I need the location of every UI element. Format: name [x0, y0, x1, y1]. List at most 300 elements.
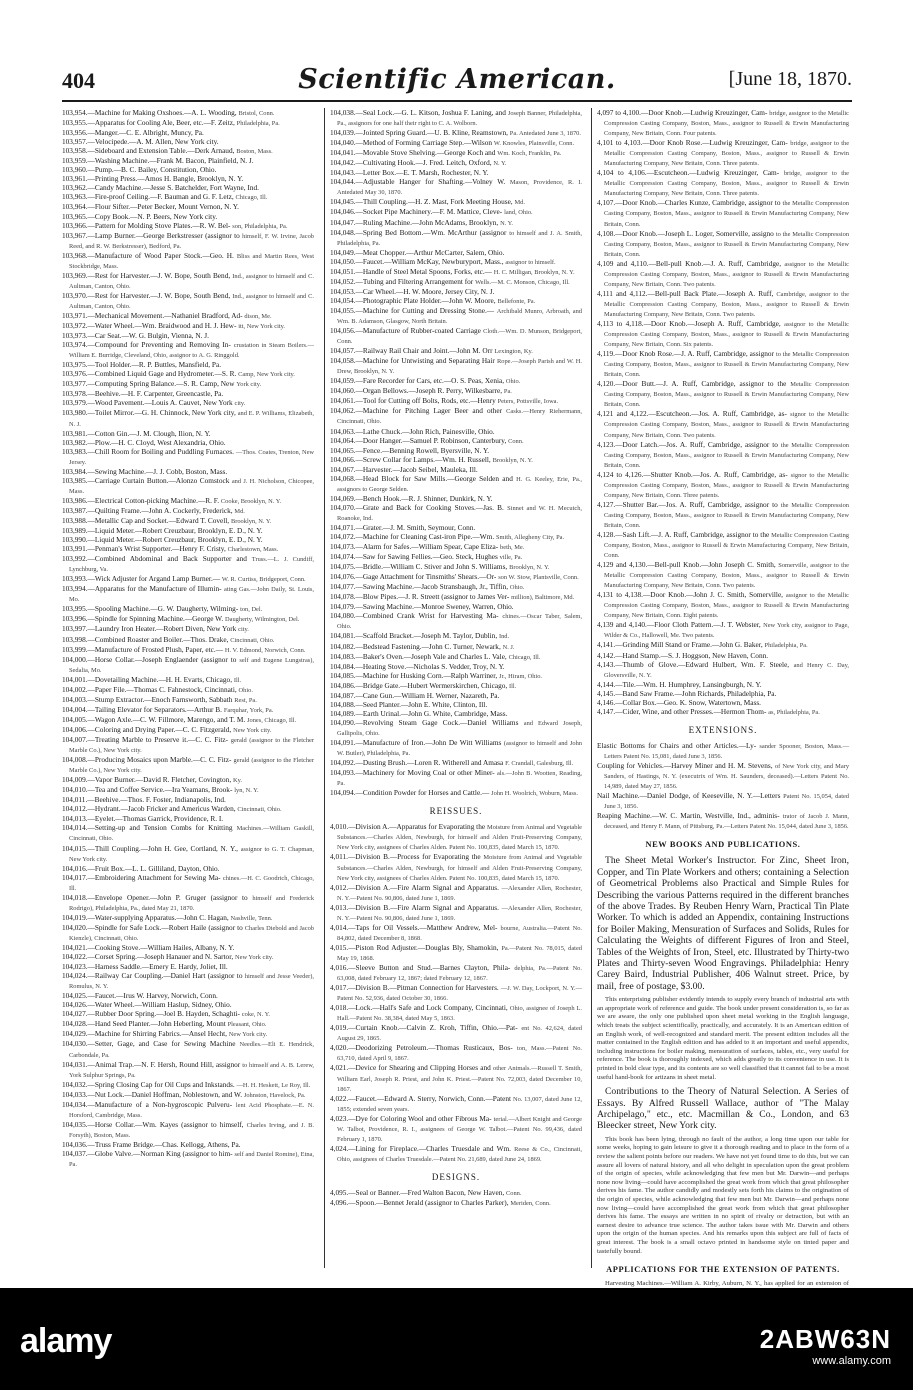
- patent-entry: [330, 326, 582, 346]
- patent-number: 4,143.: [597, 659, 616, 669]
- patent-entry: [62, 174, 314, 183]
- patent-details: crustation in Steam Boilers.—William E. Burridge, Cleveland, Ohio, assignor to A. G. Ringgold.: [69, 342, 315, 360]
- patent-number: 4,104 to 4,106.: [597, 168, 647, 178]
- patent-details: Bristol, Conn.: [238, 110, 275, 117]
- patent-number: 104,078.: [330, 592, 356, 602]
- patent-number: 104,004.: [62, 704, 88, 714]
- patent-title: —Bell-pull Knob.—J. A. Ruff, Cambridge,: [648, 258, 782, 268]
- patent-entry: [62, 971, 314, 991]
- patent-entry: [330, 306, 582, 326]
- patent-entry: [330, 406, 582, 426]
- patent-entry: [330, 158, 582, 168]
- patent-number: 104,019.: [62, 912, 88, 922]
- patent-number: 104,025.: [62, 991, 88, 1001]
- patent-entry: [597, 440, 849, 470]
- patent-entry: [62, 695, 314, 705]
- patent-entry: [62, 379, 314, 389]
- patent-title: —Division B.—Fire Alarm Signal and Apparatus.: [348, 902, 499, 912]
- patent-number: 4,020.: [330, 1043, 349, 1053]
- patent-title: —Spring Closing Cap for Oil Cups and Inkstands.: [87, 1079, 235, 1089]
- patent-details: Metallic Compression Casting Company, Boston, Mass., assignor to Russell & Erwin Manufacturing Company, New Britain, Conn.: [604, 531, 850, 560]
- patent-details: Lexington, Ky.: [494, 348, 533, 356]
- patent-title: —Railway Rail Chair and Joint.—John M. Orr: [355, 346, 493, 356]
- patent-details: Jr., Hiram, Ohio.: [499, 672, 542, 680]
- patent-entry: [330, 1063, 582, 1093]
- patent-details: Daugherty, Wilmington, Del.: [225, 616, 300, 624]
- patent-details: Sinnet and W. H. Mecutch, Roanoke, Ind.: [337, 504, 582, 522]
- patent-entry: [62, 165, 314, 174]
- patent-details: assignor to himself.: [505, 258, 556, 266]
- patent-title: —Door Knob.—John J. C. Smith, Somerville,: [643, 590, 784, 600]
- patent-number: 104,010.: [62, 785, 88, 795]
- patent-number: 104,043.: [330, 168, 356, 178]
- patent-entry: [62, 604, 314, 614]
- book-review-sheet-metal: This enterprising publisher evidently intends to supply every branch of industrial arts with an appropriate work of reference and guide. The book under present consideration is, so far as we are aware, the only one published upon sheet metal working in the English language, which treats the subject scientifically, practically, and accurately. It is an American edition of an English work, of well-recognized and standard merit. The present edition includes all the matter contained in the English edition and has added to it an important and useful appendix, including instructions for boiler making, mensuration of surfaces, tables, etc., very useful for reference. The book is thoroughly indexed, which adds greatly to its convenience in use. It is printed in bold clear type, and its contents are so well classified that it cannot fail to be a most useful hand-book for artizans in sheet metal.: [597, 996, 849, 1081]
- patent-number: 104,089.: [330, 708, 356, 718]
- alamy-wordmark: alamy: [20, 1322, 112, 1360]
- patent-number: 4,131 to 4,138.: [597, 590, 643, 600]
- patent-title: —Shutter Bar.—Jos. A. Ruff, Cambridge, assignor to: [615, 499, 778, 509]
- patent-title: —Piston Rod Adjuster.—Douglas Bly, Shamokin,: [348, 942, 499, 952]
- patent-entry: [330, 572, 582, 582]
- patent-number: 103,975.: [62, 360, 88, 370]
- patent-number: 104,023.: [62, 962, 88, 972]
- patent-title: —Wagon Axle.—C. W. Fillmore, Marengo, and T. M.: [87, 714, 246, 724]
- patent-number: 4,120.: [597, 379, 616, 389]
- patent-number: 104,018.: [62, 892, 88, 902]
- patent-title: —Sideboard and Extension Table.—Derk Arnaud,: [87, 146, 235, 156]
- patent-number: 103,991.: [62, 544, 88, 554]
- patent-entry: [62, 584, 314, 604]
- patent-entry: [330, 631, 582, 641]
- patent-entry: [62, 814, 314, 823]
- patent-number: 4,145.: [597, 688, 616, 698]
- patent-details: gerald (assignor to the Fletcher Marble Co.), New York city.: [69, 757, 315, 775]
- patent-number: 104,000.: [62, 654, 88, 664]
- patent-title: —Coloring and Drying Paper.—C. C. Fitzgerald,: [87, 724, 232, 734]
- patent-details: signor to the Metallic Compression Casting Company, Boston, Mass., assignor to Russell & Erwin Manufacturing Company, New Britain, Conn. Three patents.: [604, 471, 850, 499]
- patent-number: 103,997.: [62, 624, 88, 634]
- patent-title: —Sawing Machine.—Jacob Stransbaugh, Jr., Tiffin,: [355, 582, 509, 592]
- patent-entry: [597, 640, 849, 650]
- patent-details: W. Knowles, Plainsville, Conn.: [493, 140, 575, 148]
- patent-entry: [330, 1003, 582, 1023]
- patent-entry: [330, 1114, 582, 1144]
- patent-entry: [330, 1023, 582, 1043]
- patent-entry: [62, 614, 314, 624]
- patent-details: land, Ohio.: [504, 209, 533, 217]
- patent-entry: [597, 500, 849, 530]
- patent-number: 104,027.: [62, 1009, 88, 1019]
- patent-details: of New York city, and Mary Sanders, of Hastings, N. Y. (executrix of Wm. H. Saunders, deceased).—Letters Patent No. 14,989, dated May 27, 1856.: [604, 763, 850, 791]
- patent-title: —Curtain Knob.—Calvin Z. Kroh, Tiffin, Ohio.—Pat-: [348, 1023, 518, 1033]
- patent-entry: [62, 544, 314, 554]
- patent-details: Bellefonte, Pa.: [497, 297, 536, 305]
- patent-number: 104,032.: [62, 1079, 88, 1089]
- patent-title: —Copy Book.—N. P. Beers, New York city.: [87, 211, 218, 221]
- patent-details: Philadelphia, Pa.: [236, 120, 280, 128]
- patent-entry: [597, 289, 849, 319]
- patent-title: —Spring Bed Bottom.—Wm. McArthur (assignor: [355, 227, 507, 237]
- patent-entry: [62, 340, 314, 360]
- extension-application: Harvesting Machines.—William A. Kirby, Auburn, N. Y., has applied for an extension of: [605, 1280, 849, 1288]
- patent-title: —Device for Shearing and Clipping Horses and: [348, 1063, 491, 1073]
- patent-number: 4,024.: [330, 1143, 349, 1153]
- patent-entry: [62, 795, 314, 804]
- patent-title: —Envelope Opener.—John P. Gruger (assignor to: [87, 892, 248, 902]
- patent-details: bridge, assignor to the Metallic Compression Casting Company, Boston, Mass., assignor to Russell & Erwin Manufacturing Company, New Britain, Conn. Four patents.: [604, 110, 850, 138]
- patent-number: 4,096.: [330, 1198, 349, 1208]
- patent-number: 104,062.: [330, 406, 356, 416]
- patent-number: 104,056.: [330, 326, 356, 336]
- patent-title: —Apparatus for the Manufacture of Illumin-: [87, 584, 222, 594]
- patent-number: 4,107.: [597, 198, 616, 208]
- patent-entry: [62, 1060, 314, 1080]
- patent-title: —Adjustable Hanger for Shafting.—Volney W.: [355, 177, 506, 187]
- reissues-heading: REISSUES.: [429, 806, 483, 817]
- patent-entry: [62, 1120, 314, 1140]
- patent-number: 103,972.: [62, 321, 88, 331]
- patent-title: —Nut Lock.—Daniel Hoffman, Noblestown, and W.: [87, 1089, 243, 1099]
- patent-number: 104,067.: [330, 464, 356, 474]
- patent-title: —Condition Powder for Horses and Cattle.—: [355, 788, 490, 798]
- patent-number: 103,969.: [62, 270, 88, 280]
- patent-entry: [62, 624, 314, 634]
- patent-title: —Stump Extractor.—Enoch Farnsworth, Sabbath: [87, 694, 233, 704]
- patent-details: Johnston, Havelock, Pa.: [243, 1091, 306, 1099]
- patent-title: —Globe Valve.—Norman King (assignor to him-: [87, 1148, 233, 1158]
- patent-entry: [330, 168, 582, 177]
- patent-number: 4,016.: [330, 962, 349, 972]
- patent-details: Cloth.—Wm. D. Munson, Bridgeport, Conn.: [337, 328, 582, 346]
- patent-title: —Seal or Banner.—Fred Walton Bacon, New Haven,: [348, 1187, 505, 1197]
- patent-title: —Manufacture of Wood Paper Stock.—Geo. H.: [87, 250, 234, 260]
- patent-entry: [597, 761, 849, 791]
- patent-title: —Faucet.—Edward A. Sterry, Norwich, Conn.—Patent: [348, 1093, 512, 1103]
- patent-entry: [330, 446, 582, 455]
- patent-entry: [62, 321, 314, 331]
- patent-number: 4,101 to 4,103.: [597, 138, 643, 148]
- patent-number: 104,008.: [62, 755, 88, 765]
- patent-number: 103,968.: [62, 250, 88, 260]
- patent-entry: [62, 952, 314, 962]
- patent-details: assignor to the Metallic Compression Casting Company, Boston, Mass., assignor to Russell & Erwin Manufacturing Company, New Britain, Conn. Two patents.: [604, 260, 850, 288]
- patent-number: 104,083.: [330, 651, 356, 661]
- patent-entry: [330, 903, 582, 923]
- patent-number: 104,051.: [330, 266, 356, 276]
- column-divider: [324, 108, 325, 1268]
- patent-entry: [62, 823, 314, 843]
- patent-details: als.—John B. Wootten, Reading, Pa.: [337, 770, 583, 788]
- patent-number: 4,121 and 4,122.: [597, 409, 649, 419]
- patent-details: York city.: [236, 381, 262, 389]
- patent-entry: [62, 725, 314, 735]
- patent-title: —Division A.—Apparatus for Evaporating the: [348, 822, 486, 832]
- patent-details: and Edward Joseph, Gallipolis, Ohio.: [337, 719, 582, 737]
- patent-title: —Embroidering Attachment for Sewing Ma-: [87, 872, 221, 882]
- patent-details: Conn.: [506, 1189, 522, 1197]
- patent-title: —Shutter Knob.—Jos. A. Ruff, Cambridge, as-: [643, 469, 788, 479]
- patent-details: son W. Stow, Plantsville, Conn.: [498, 574, 579, 582]
- patent-details: to the Metallic Compression Casting Company, Boston, Mass., assignor to Russell & Erwin Manufacturing Company, New Britain, Conn.: [604, 230, 850, 258]
- patent-number: 104,020.: [62, 922, 88, 932]
- patent-entry: [62, 311, 314, 321]
- patent-details: son, Philadelphia, Pa.: [232, 222, 288, 230]
- patent-title: —Grate and Back for Cooking Stoves.—Jas. B.: [355, 502, 504, 512]
- patent-details: Peters, Pottsville, Iowa.: [497, 398, 559, 406]
- patent-number: 4,146.: [597, 697, 616, 707]
- patent-entry: [330, 523, 582, 532]
- patent-number: 103,957.: [62, 137, 88, 147]
- patent-title: —Division B.—Pitman Connection for Harvesters.: [348, 983, 499, 993]
- patent-number: 104,041.: [330, 148, 356, 158]
- patent-details: New York city.: [233, 726, 272, 734]
- patent-entry: [62, 438, 314, 447]
- patent-entry: [330, 582, 582, 592]
- patent-number: 104,087.: [330, 690, 356, 700]
- site-url: www.alamy.com: [812, 1355, 891, 1367]
- patent-entry: [62, 447, 314, 467]
- patent-details: Truss.—L. J. Cundiff, Lynchburg, Va.: [69, 556, 315, 574]
- patent-details: himself, F. W. Irvine, Jacob Reed, and R. W. Berkstresser), Bedford, Pa.: [69, 232, 314, 250]
- patent-entry: [62, 735, 314, 755]
- patent-entry: [330, 822, 582, 852]
- stock-watermark-banner: [0, 1288, 913, 1390]
- patent-entry: [330, 662, 582, 671]
- patent-entry: [62, 408, 314, 428]
- patent-entry: [330, 642, 582, 652]
- patent-entry: [62, 476, 314, 496]
- patent-details: Brooklyn, N. Y.: [230, 517, 272, 525]
- patent-title: —Band Saw Frame.—John Richards, Philadelphia, Pa.: [615, 688, 777, 698]
- patent-entry: [330, 852, 582, 882]
- patent-entry: [330, 709, 582, 718]
- patent-title: —Treating Marble to Preserve it.—C. C. Fitz-: [87, 735, 229, 744]
- patent-number: 4,013.: [330, 902, 349, 912]
- patent-entry: [62, 496, 314, 506]
- patent-entry: [330, 592, 582, 602]
- patent-entry: [597, 698, 849, 707]
- patent-title: —Collar Box.—Geo. K. Snow, Watertown, Mass.: [615, 697, 761, 707]
- patent-details: ton, Del.: [240, 606, 263, 614]
- patent-title: —Dovetailing Machine.—H. H. Evarts, Chicago,: [87, 674, 233, 684]
- patent-entry: [330, 474, 582, 494]
- patent-title: —Dusting Brush.—Loren R. Witherell and Amasa: [355, 758, 504, 768]
- patent-number: 4,018.: [330, 1003, 349, 1013]
- patent-entry: [62, 923, 314, 943]
- patent-details: Boston, Mass.: [236, 148, 273, 156]
- patent-title: —Spindle for Spinning Machine.—George W.: [87, 614, 224, 624]
- patent-number: 103,982.: [62, 437, 88, 447]
- patent-details: Pa.—Patent No. 78,015, dated May 19, 1868.: [337, 944, 582, 962]
- patent-details: Chicago, Ill.: [508, 653, 541, 661]
- patent-title: —Saw for Sawing Fellies.—Geo. Steck, Hughes: [355, 552, 498, 562]
- patent-title: —Flour Sifter.—Peter Becker, Mount Vernon, N. Y.: [87, 202, 239, 212]
- patent-details: Philadelphia, Pa.: [764, 642, 808, 650]
- patent-list-column-3: [597, 108, 849, 1344]
- patent-entry: [597, 811, 849, 831]
- patent-title: —Tool Holder.—R. P. Buttles, Mansfield, Pa.: [87, 360, 222, 370]
- patent-number: 104,073.: [330, 542, 356, 552]
- patent-number: 4,012.: [330, 882, 349, 892]
- patent-entry: [330, 1198, 582, 1208]
- patent-details: assignor to the Metallic Compression Casting Company, Boston, Mass., assignor to Russell & Erwin Manufacturing Company, New Britain, Conn. Six patents.: [604, 320, 849, 349]
- patent-title: —Hand Stamp.—S. J. Hoggson, New Haven, Conn.: [615, 650, 769, 660]
- patent-title: —Combined Roaster and Boiler.—Thos. Drake,: [87, 634, 229, 644]
- patent-details: bridge, assignor to the Metallic Compression Casting Company, Boston, Mass., assignor to Russell & Erwin Manufacturing Company, New Britain, Conn. Three patents.: [604, 170, 850, 198]
- patent-entry: [330, 148, 582, 158]
- patent-details: Smith, Allegheny City, Pa.: [496, 534, 565, 542]
- patent-title: —Letter Box.—E. T. Marsh, Rochester, N. Y.: [355, 168, 489, 178]
- patent-entry: [330, 758, 582, 768]
- patent-entry: [330, 652, 582, 662]
- patent-details: Mason, Providence, R. I. Antedated May 30, 1870.: [337, 179, 582, 197]
- patent-number: 104,042.: [330, 158, 356, 168]
- patent-title: —Machine for Cleaning Cast-iron Pipe.—Wm.: [355, 532, 495, 542]
- patent-title: —Thumb of Glove.—Edward Hulbert, Wm. F. Steele,: [615, 659, 790, 669]
- patent-number: 104,080.: [330, 611, 356, 621]
- patent-title: —Manufacture of a Non-hygroscopic Pulveru-: [87, 1099, 233, 1109]
- patent-number: 103,998.: [62, 634, 88, 644]
- patent-number: 104,054.: [330, 295, 356, 305]
- patent-entry: [330, 1043, 582, 1063]
- book-listing-natural-selection: Contributions to the Theory of Natural Selection. A Series of Essays. By Alfred Russell Wallace, author of "The Malay Archipelago," etc., etc. Macmillan & Co., London, and 63 Bleecker street, New York city.: [597, 1086, 849, 1132]
- patent-details: Pleasant, Ohio.: [227, 1021, 267, 1029]
- patent-title: —Combined Liquid Gage and Hydrometer.—S. R.: [87, 369, 237, 379]
- patent-number: 104,009.: [62, 775, 88, 785]
- patent-number: 104,034.: [62, 1099, 88, 1109]
- patent-title: —Pattern for Molding Stove Plates.—R. W. Bel-: [87, 220, 231, 230]
- patent-number: 103,960.: [62, 165, 88, 175]
- patent-title: —Cooking Stove.—William Hailes, Albany, N. Y.: [87, 942, 235, 952]
- patent-number: 104,064.: [330, 435, 356, 445]
- patent-title: —Machine for Cutting and Dressing Stone.—: [355, 305, 495, 315]
- patent-title: —Horse Collar.—Joseph Englaender (assignor to: [87, 654, 237, 664]
- patent-entry: [330, 542, 582, 552]
- patent-entry: [62, 221, 314, 231]
- patent-details: to himself and A. B. Lerew, York Sulphur Springs, Pa.: [69, 1061, 314, 1079]
- patent-entry: [330, 494, 582, 503]
- patent-number: 103,974.: [62, 340, 88, 350]
- patent-details: terial.—Albert Knight and George W. Talbot, Providence, R. I., assignees of George W. Talbot.—Patent No. 99,436, dated February 1, 1870.: [337, 1115, 583, 1143]
- patent-details: himself and Jesse Veeder), Romulus, N. Y.: [69, 973, 315, 991]
- patent-title: —Water Wheel.—William Haslup, Sidney, Ohio.: [87, 1000, 232, 1010]
- patent-title: —Hydrant.—Jacob Fricker and Americus Warden,: [87, 804, 236, 814]
- patent-details: New York city, assignor to Page, Wilder & Co., Hallowell, Me. Two patents.: [604, 622, 849, 640]
- patent-title: —Blow Pipes.—J. R. Streett (assignor to James Ver-: [355, 592, 510, 602]
- patent-title: —Carriage Curtain Button.—Alonzo Comstock: [87, 475, 230, 485]
- patent-title: —Setter, Gage, and Case for Sewing Machine: [87, 1039, 236, 1049]
- patent-title: —Screw Collar for Lamps.—Wm. H. Russell,: [355, 454, 491, 464]
- patent-number: 104,048.: [330, 227, 356, 237]
- patent-entry: [330, 257, 582, 267]
- patent-details: Metallic Compression Casting Company, Boston, Mass., assignor to Russell & Erwin Manufacturing Company, New Britain, Conn.: [604, 381, 849, 409]
- patent-entry: [62, 1080, 314, 1090]
- patent-title: —Manger.—C. E. Albright, Muncy, Pa.: [87, 128, 204, 138]
- patent-title: —Scaffold Bracket.—Joseph M. Taylor, Dublin,: [355, 631, 498, 641]
- patent-entry: [330, 883, 582, 903]
- patent-entry: [62, 389, 314, 398]
- patent-number: 103,970.: [62, 290, 88, 300]
- patent-number: 104,021.: [62, 942, 88, 952]
- patent-number: 4,014.: [330, 922, 349, 932]
- patent-number: 103,964.: [62, 202, 88, 212]
- patent-entry: [62, 202, 314, 211]
- patent-entry: [597, 689, 849, 698]
- patent-details: Ill.: [233, 676, 242, 684]
- patent-details: Somerville, assignor to the Metallic Compression Casting Company, Boston, Mass., assignor to Russell & Erwin Manufacturing Company, New Britain, Conn. Two patents.: [604, 562, 849, 590]
- patent-title: —Dye for Coloring Wool and other Fibrous Ma-: [348, 1113, 492, 1123]
- patent-list-column-1: [62, 108, 314, 1169]
- patent-details: chines.—Oscar Taber, Salem, Ohio.: [337, 613, 582, 631]
- patent-details: delphia, Pa.—Patent No. 63,008, dated February 12, 1867; dated February 12, 1867.: [337, 964, 582, 983]
- patent-title: —Sash Lift.—J. A. Ruff, Cambridge, assignor to the: [615, 529, 770, 539]
- patent-number: 4,147.: [597, 706, 616, 716]
- patent-entry: [62, 212, 314, 221]
- patent-title: —Apparatus for Cooling Ale, Beer, etc.—F. Zeitz,: [87, 118, 235, 128]
- patent-entry: [330, 128, 582, 138]
- patent-number: 104,031.: [62, 1059, 88, 1069]
- patent-number: 103,999.: [62, 644, 88, 654]
- patent-details: to himself and J. A. Smith, Philadelphia, Pa.: [337, 229, 583, 247]
- patent-number: 103,990.: [62, 535, 88, 545]
- patent-number: 104,060.: [330, 386, 356, 396]
- patent-number: 104,045.: [330, 197, 356, 207]
- patent-title: —Cultivating Hook.—J. Fred. Leitch, Oxford,: [355, 158, 492, 168]
- patent-entry: [330, 718, 582, 738]
- patent-title: —Door Knob.—Joseph A. Ruff, Cambridge,: [643, 318, 781, 328]
- patent-details: —Alexander Allen, Rochester, N. Y.—Patent No. 90,806, dated June 1, 1869.: [337, 904, 582, 922]
- patent-entry: [62, 251, 314, 271]
- patent-number: 4,017.: [330, 983, 349, 993]
- patent-title: —Lining for Fireplace.—Charles Truesdale and Wm.: [348, 1143, 511, 1153]
- patent-title: —Harvester.—Jacob Seibel, Mauleka, Ill.: [355, 464, 478, 474]
- patent-title: —Door Knob.—Charles Kunze, Cambridge, assignor to: [615, 198, 781, 208]
- patent-title: —Lathe Chuck.—John Rich, Painesville, Ohio.: [355, 426, 495, 436]
- patent-number: 104,070.: [330, 502, 356, 512]
- patent-details: Rope.—Joseph Parish and W. H. Drew, Brooklyn, N. Y.: [337, 358, 583, 376]
- patent-number: 104,012.: [62, 804, 88, 814]
- patent-entry: [62, 398, 314, 408]
- patent-title: —Compound for Preventing and Removing In-: [87, 340, 231, 350]
- patent-entry: [330, 562, 582, 572]
- patent-details: and E. P. Williams, Elizabeth, N. J.: [69, 410, 314, 428]
- patent-number: 103,962.: [62, 183, 88, 193]
- patent-entry: [330, 738, 582, 758]
- patent-title: —Door Latch.—Jos. A. Ruff, Cambridge, assignor to: [615, 439, 778, 449]
- patent-title: —Metallic Cap and Socket.—Edward T. Covell,: [87, 515, 230, 525]
- patent-entry: [62, 146, 314, 156]
- patent-details: Nashville, Tenn.: [230, 914, 273, 922]
- patent-number: 104,085.: [330, 670, 356, 680]
- patent-entry: [330, 108, 582, 128]
- patent-details: —J. W. Day, Lockport, N. Y.—Patent No. 52,936, dated October 30, 1866.: [337, 985, 582, 1003]
- patent-details: Cincinnati, Ohio.: [230, 636, 275, 644]
- patent-entry: [330, 197, 582, 207]
- patent-entry: [330, 963, 582, 983]
- patent-number: 104,053.: [330, 286, 356, 296]
- patent-entry: [330, 228, 582, 248]
- patent-entry: [330, 691, 582, 700]
- patent-entry: [597, 791, 849, 811]
- patent-details: Camp, New York city.: [238, 371, 295, 379]
- patent-title: —Movable Stove Shelving.—George Koch and: [355, 148, 496, 158]
- patent-details: Bliss and Martin Rees, West Stockbridge, Mass.: [69, 252, 314, 270]
- patent-entry: [597, 349, 849, 379]
- patent-number: 104,057.: [330, 346, 356, 356]
- patent-title: —Combined Abdominal and Back Supporter and: [87, 554, 247, 564]
- patent-number: 104,036.: [62, 1139, 88, 1149]
